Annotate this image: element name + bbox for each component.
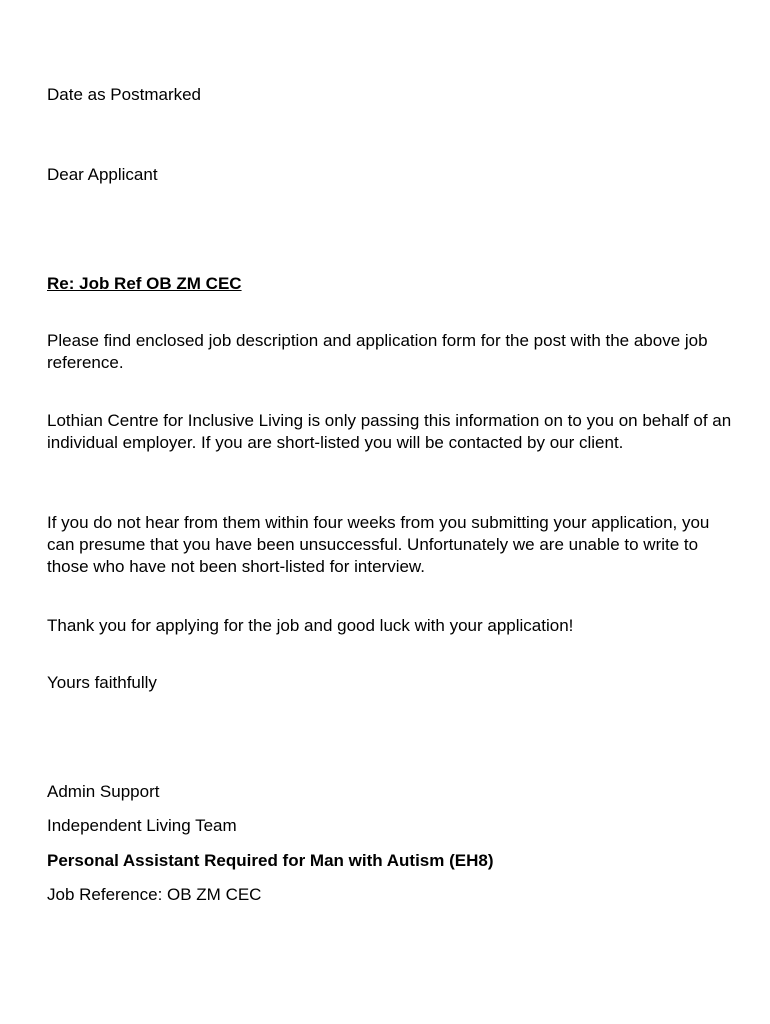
- closing: Yours faithfully: [47, 673, 157, 692]
- post-title: Personal Assistant Required for Man with Autism (EH8): [47, 851, 494, 870]
- paragraph-enclosed: Please find enclosed job description and application form for the post with the above job reference.: [47, 331, 708, 372]
- paragraph-lothian-centre: Lothian Centre for Inclusive Living is only passing this information on to you on behalf of an individual employer. If you are short-listed you will be contacted by our client.: [47, 411, 732, 452]
- paragraph-no-response: If you do not hear from them within four weeks from you submitting your application, you can presume that you have been unsuccessful. Unfortunately we are unable to write to those who have not been short-listed for interview.: [47, 513, 710, 576]
- date-line: Date as Postmarked: [47, 85, 202, 104]
- salutation: Dear Applicant: [47, 165, 158, 184]
- paragraph-thank-you: Thank you for applying for the job and good luck with your application!: [47, 616, 574, 635]
- subject-line: Re: Job Ref OB ZM CEC: [47, 274, 242, 293]
- signature-name: Admin Support: [47, 782, 160, 801]
- signature-team: Independent Living Team: [47, 816, 237, 835]
- job-reference: Job Reference: OB ZM CEC: [47, 885, 262, 904]
